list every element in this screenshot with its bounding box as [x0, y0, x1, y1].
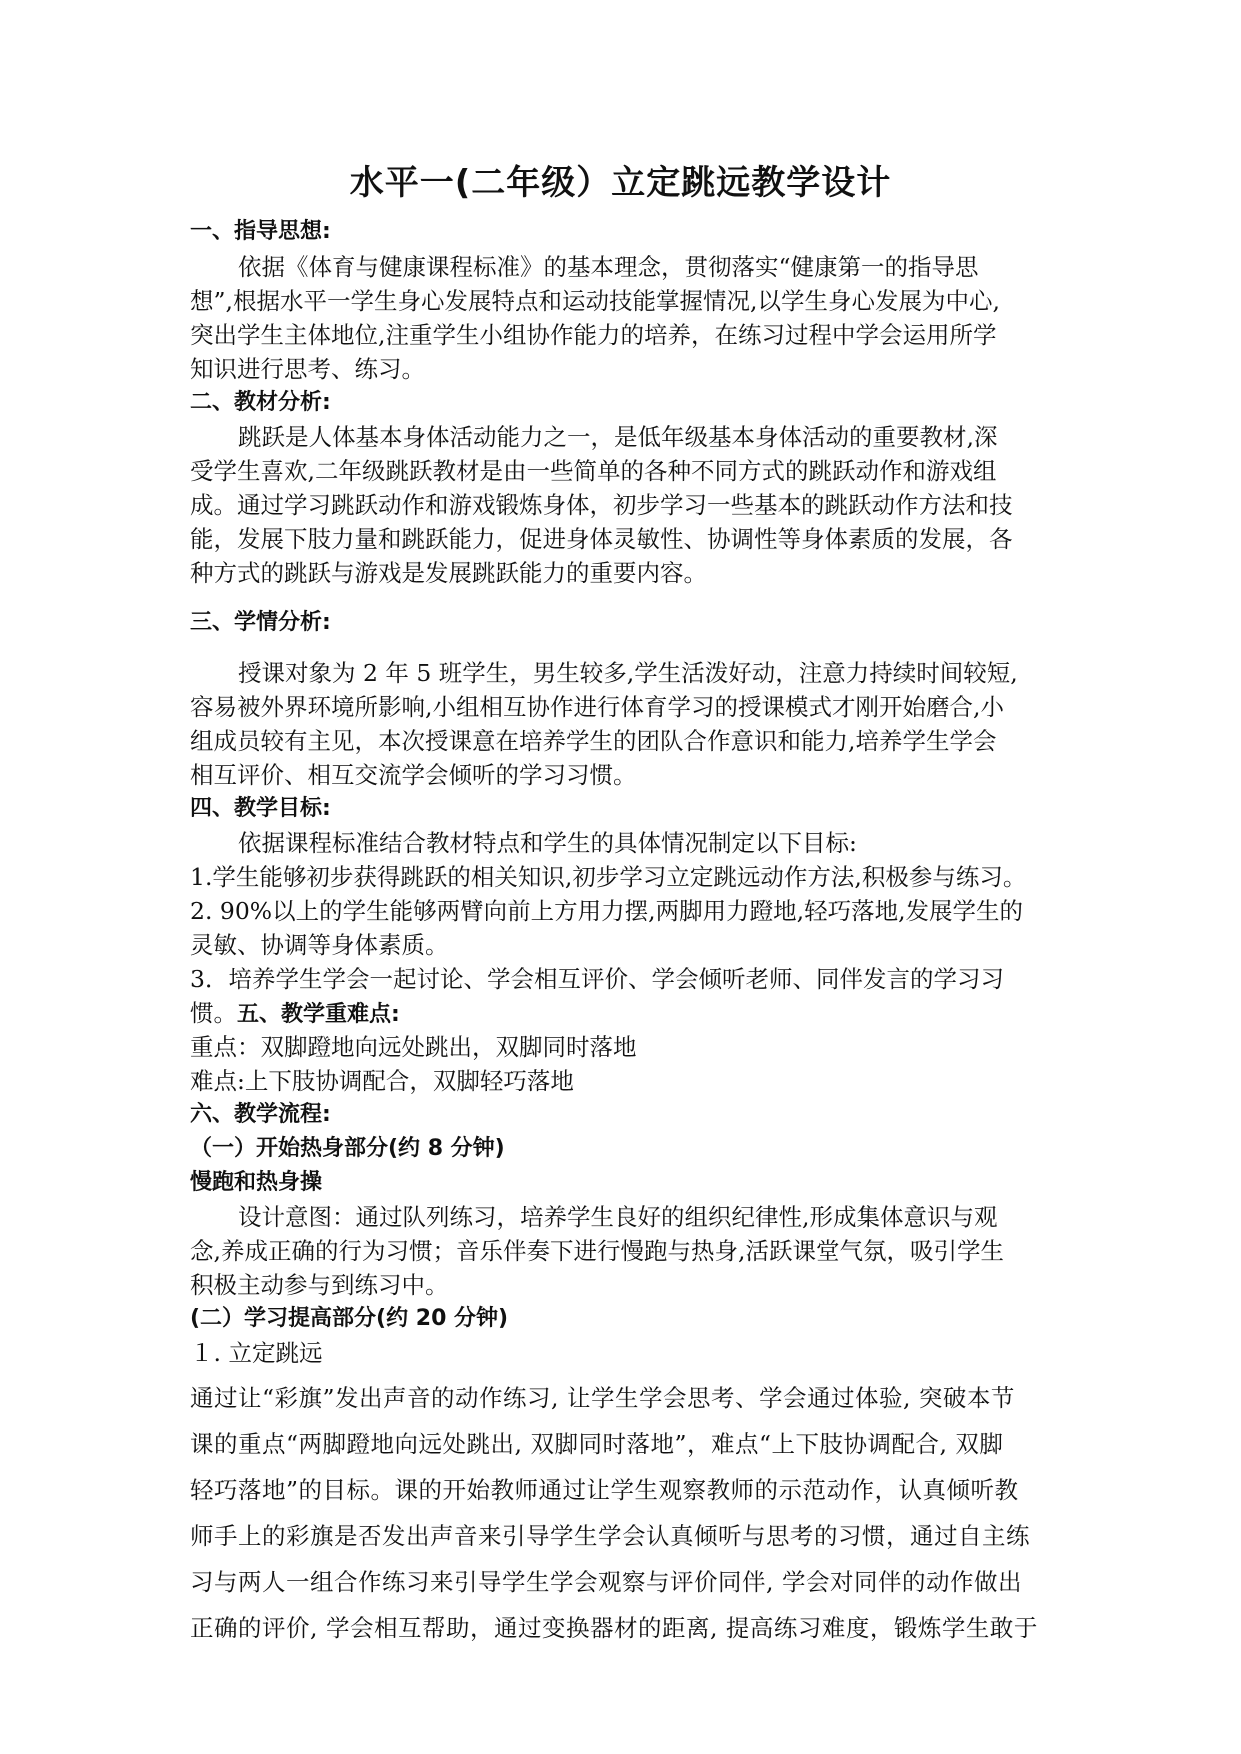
paragraph-line: 念,养成正确的行为习惯；音乐伴奏下进行慢跑与热身,活跃课堂气氛，吸引学生	[190, 1237, 1004, 1265]
section-heading-key-difficulties: 五、教学重难点:	[237, 1002, 400, 1027]
document-title: 水平一(二年级）立定跳远教学设计	[349, 163, 892, 203]
sub-heading-jogging: 慢跑和热身操	[190, 1170, 323, 1195]
paragraph-line: 能，发展下肢力量和跳跃能力，促进身体灵敏性、协调性等身体素质的发展，各	[190, 525, 1013, 553]
goal-item: 1.学生能够初步获得跳跃的相关知识,初步学习立定跳远动作方法,积极参与练习。	[190, 863, 1027, 891]
paragraph-line: 跳跃是人体基本身体活动能力之一，是低年级基本身体活动的重要教材,深	[238, 423, 998, 451]
paragraph-line: 设计意图：通过队列练习，培养学生良好的组织纪律性,形成集体意识与观	[238, 1203, 998, 1231]
paragraph-line: 师手上的彩旗是否发出声音来引导学生学会认真倾听与思考的习惯，通过自主练	[190, 1522, 1030, 1550]
paragraph-line: 种方式的跳跃与游戏是发展跳跃能力的重要内容。	[190, 559, 707, 587]
paragraph-line: 轻巧落地”的目标。课的开始教师通过让学生观察教师的示范动作，认真倾听教	[190, 1476, 1019, 1504]
paragraph-line: 正确的评价, 学会相互帮助，通过变换器材的距离, 提高练习难度，锻炼学生敢于	[190, 1614, 1038, 1642]
paragraph-line: 组成员较有主见，本次授课意在培养学生的团队合作意识和能力,培养学生学会	[190, 727, 997, 755]
paragraph-fragment: 惯。	[190, 999, 237, 1027]
section-heading-teaching-process: 六、教学流程:	[190, 1102, 331, 1127]
paragraph-line: 成。通过学习跳跃动作和游戏锻炼身体，初步学习一些基本的跳跃动作方法和技	[190, 491, 1013, 519]
paragraph-line: 积极主动参与到练习中。	[190, 1271, 449, 1299]
part-heading-learning: (二）学习提高部分(约 20 分钟)	[190, 1306, 509, 1331]
section-heading-guiding-ideology: 一、指导思想:	[190, 219, 331, 244]
paragraph-line: 灵敏、协调等身体素质。	[190, 931, 449, 959]
paragraph-line: 授课对象为 2 年 5 班学生，男生较多,学生活泼好动，注意力持续时间较短,	[238, 659, 1018, 687]
difficulty-line: 难点:上下肢协调配合，双脚轻巧落地	[190, 1067, 574, 1095]
key-point-line: 重点：双脚蹬地向远处跳出，双脚同时落地	[190, 1033, 637, 1061]
paragraph-line: 受学生喜欢,二年级跳跃教材是由一些简单的各种不同方式的跳跃动作和游戏组	[190, 457, 997, 485]
paragraph-line: 习与两人一组合作练习来引导学生学会观察与评价同伴, 学会对同伴的动作做出	[190, 1568, 1022, 1596]
paragraph-line: 知识进行思考、练习。	[190, 355, 425, 383]
paragraph-line: 课的重点“两脚蹬地向远处跳出, 双脚同时落地”，难点“上下肢协调配合, 双脚	[190, 1430, 1004, 1458]
goal-item: 2. 90%以上的学生能够两臂向前上方用力摆,两脚用力蹬地,轻巧落地,发展学生的	[190, 897, 1024, 925]
paragraph-line	[190, 996, 1070, 1032]
section-heading-learner-analysis: 三、学情分析:	[190, 610, 331, 635]
section-heading-material-analysis: 二、教材分析:	[190, 390, 331, 415]
section-heading-teaching-goals: 四、教学目标:	[190, 796, 331, 821]
paragraph-line: 相互评价、相互交流学会倾听的学习习惯。	[190, 761, 637, 789]
list-item-standing-long-jump: １. 立定跳远	[190, 1339, 323, 1367]
paragraph-line: 突出学生主体地位,注重学生小组协作能力的培养，在练习过程中学会运用所学	[190, 321, 997, 349]
paragraph-line: 依据《体育与健康课程标准》的基本理念，贯彻落实“健康第一的指导思	[238, 253, 979, 281]
goal-item: 3．培养学生学会一起讨论、学会相互评价、学会倾听老师、同伴发言的学习习	[190, 965, 1004, 993]
paragraph-line: 想”,根据水平一学生身心发展特点和运动技能掌握情况,以学生身心发展为中心,	[190, 287, 1000, 315]
paragraph-line: 依据课程标准结合教材特点和学生的具体情况制定以下目标:	[238, 829, 857, 857]
part-heading-warmup: （一）开始热身部分(约 8 分钟)	[190, 1136, 505, 1161]
paragraph-line: 通过让“彩旗”发出声音的动作练习, 让学生学会思考、学会通过体验, 突破本节	[190, 1384, 1015, 1412]
paragraph-line: 容易被外界环境所影响,小组相互协作进行体育学习的授课模式才刚开始磨合,小	[190, 693, 1004, 721]
